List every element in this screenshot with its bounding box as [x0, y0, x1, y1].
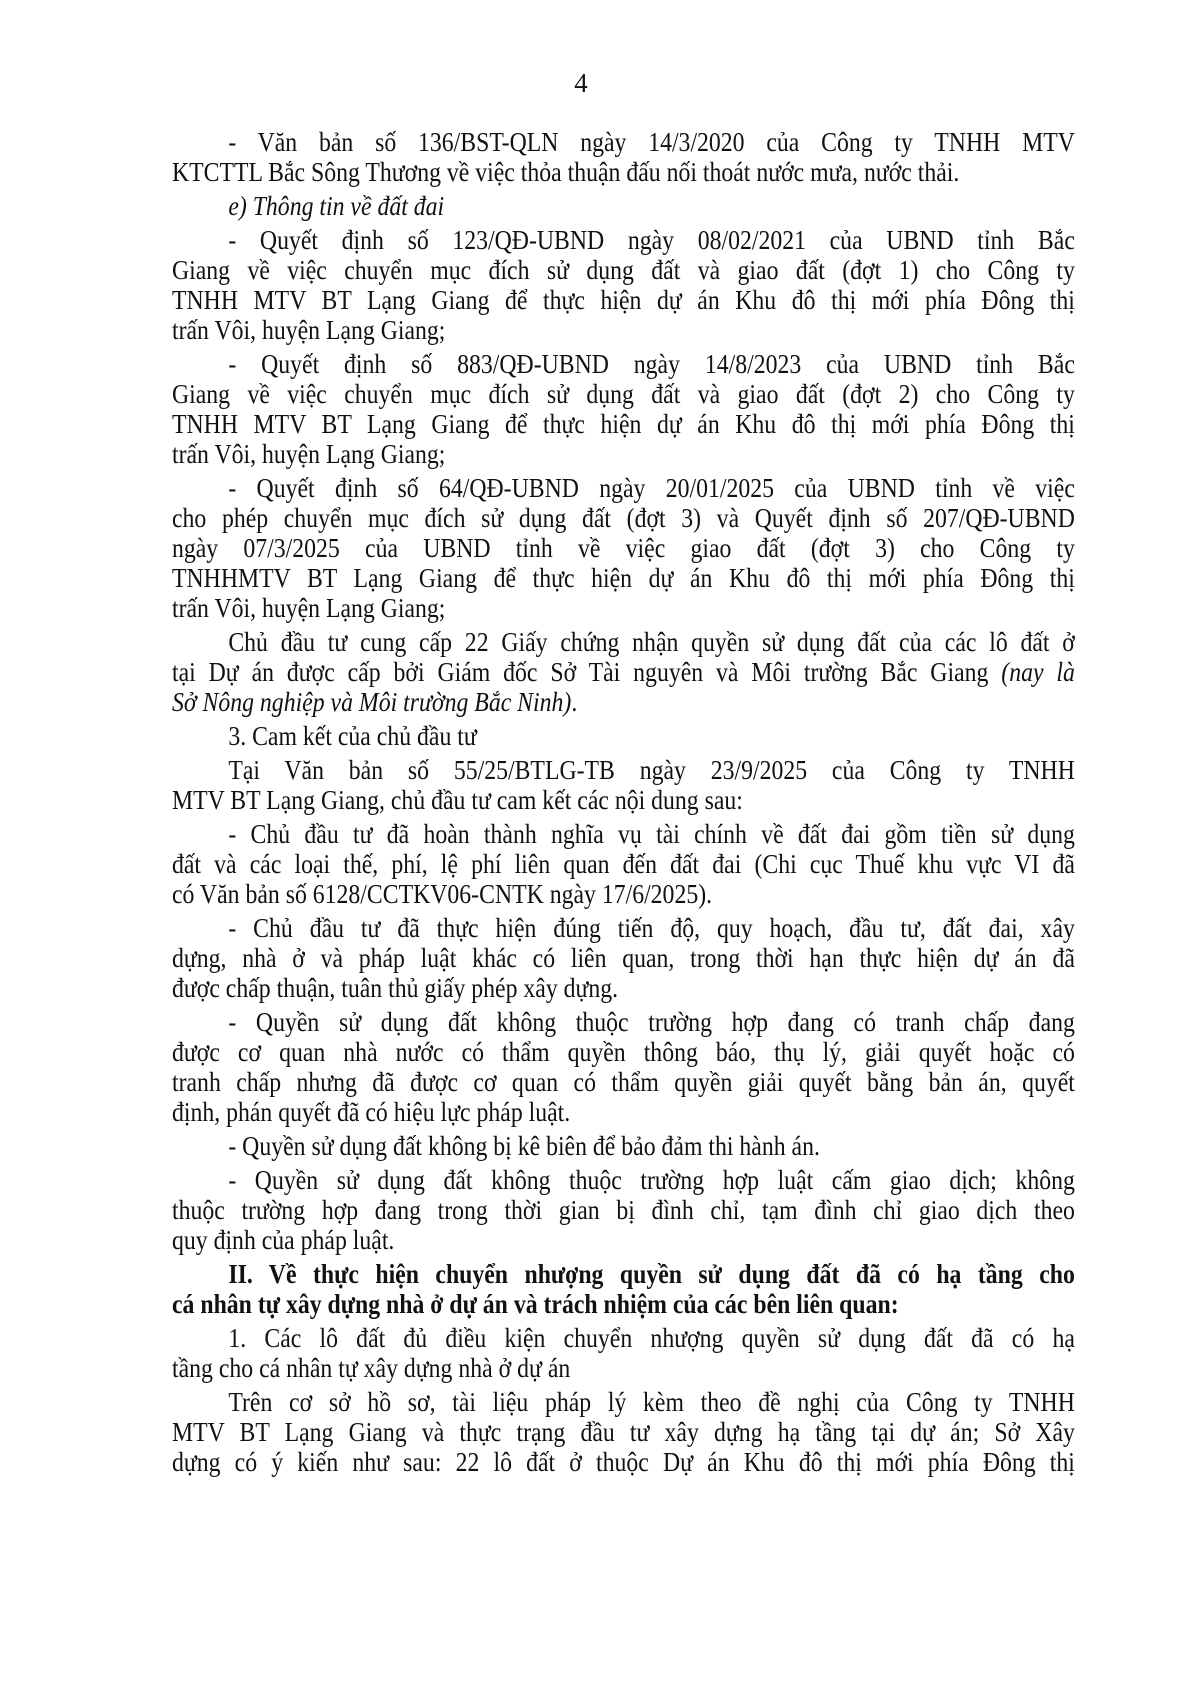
text-segment: Tại Văn bản số 55/25/BTLG-TB ngày 23/9/2025 của Công ty TNHH — [228, 755, 1075, 785]
text-segment: quy định của pháp luật. — [172, 1225, 395, 1255]
italic-text: e) Thông tin về đất đai — [228, 191, 445, 221]
text-line — [172, 533, 1075, 563]
text-segment: trấn Vôi, huyện Lạng Giang; — [172, 439, 446, 469]
paragraph — [172, 755, 1190, 815]
text-segment: - Quyết định số 883/QĐ-UBND ngày 14/8/2023 của UBND tỉnh Bắc — [228, 349, 1075, 379]
text-segment: Giang về việc chuyển mục đích sử dụng đất và giao đất (đợt 1) cho Công ty — [172, 255, 1075, 285]
text-line — [172, 1259, 1075, 1289]
text-line — [172, 721, 1075, 751]
text-line — [172, 349, 1075, 379]
text-line — [172, 1165, 1075, 1195]
text-line — [172, 439, 1075, 469]
text-line — [172, 473, 1075, 503]
heading-text: cá nhân tự xây dựng nhà ở dự án và trách nhiệm của các bên liên quan: — [172, 1289, 899, 1319]
paragraph — [172, 1387, 1190, 1477]
paragraph — [172, 1323, 1190, 1383]
paragraph — [172, 1259, 1190, 1319]
text-line — [172, 879, 1075, 909]
text-segment: - Quyền sử dụng đất không thuộc trường hợp luật cấm giao dịch; không — [228, 1165, 1075, 1195]
paragraph — [172, 1165, 1190, 1255]
text-line — [172, 1387, 1075, 1417]
paragraph — [172, 349, 1190, 469]
text-segment: trấn Vôi, huyện Lạng Giang; — [172, 315, 446, 345]
text-segment: TNHH MTV BT Lạng Giang để thực hiện dự án Khu đô thị mới phía Đông thị — [172, 409, 1075, 439]
text-segment: 1. Các lô đất đủ điều kiện chuyển nhượng quyền sử dụng đất đã có hạ — [228, 1323, 1075, 1353]
text-line — [172, 1353, 1075, 1383]
text-segment: định, phán quyết đã có hiệu lực pháp luật. — [172, 1097, 571, 1127]
text-segment: MTV BT Lạng Giang, chủ đầu tư cam kết các nội dung sau: — [172, 785, 743, 815]
text-line — [172, 687, 1075, 717]
text-segment: Giang về việc chuyển mục đích sử dụng đất và giao đất (đợt 2) cho Công ty — [172, 379, 1075, 409]
text-line — [172, 1225, 1075, 1255]
italic-text: Sở Nông nghiệp và Môi trường Bắc Ninh) — [172, 687, 572, 717]
text-line — [172, 225, 1075, 255]
italic-text: (nay là — [1001, 657, 1075, 687]
page-number: 4 — [574, 68, 588, 98]
paragraph — [172, 1007, 1190, 1127]
text-segment: - Quyền sử dụng đất không thuộc trường hợp đang có tranh chấp đang — [228, 1007, 1075, 1037]
text-line — [172, 1097, 1075, 1127]
text-line — [172, 157, 1075, 187]
text-line — [172, 785, 1075, 815]
text-segment: thuộc trường hợp đang trong thời gian bị đình chỉ, tạm đình chỉ giao dịch theo — [172, 1195, 1075, 1225]
text-segment: - Chủ đầu tư đã hoàn thành nghĩa vụ tài chính về đất đai gồm tiền sử dụng — [228, 819, 1075, 849]
text-segment: . — [571, 687, 578, 717]
text-segment: MTV BT Lạng Giang và thực trạng đầu tư xây dựng hạ tầng tại dự án; Sở Xây — [172, 1417, 1075, 1447]
text-line — [172, 1067, 1075, 1097]
text-segment: TNHH MTV BT Lạng Giang để thực hiện dự án Khu đô thị mới phía Đông thị — [172, 285, 1075, 315]
text-segment: - Quyết định số 64/QĐ-UBND ngày 20/01/2025 của UBND tỉnh về việc — [228, 473, 1075, 503]
text-line — [172, 1447, 1075, 1477]
text-segment: dựng có ý kiến như sau: 22 lô đất ở thuộc Dự án Khu đô thị mới phía Đông thị — [172, 1447, 1075, 1477]
text-segment: Chủ đầu tư cung cấp 22 Giấy chứng nhận quyền sử dụng đất của các lô đất ở — [228, 627, 1075, 657]
paragraph — [172, 473, 1190, 623]
paragraph — [172, 627, 1190, 717]
text-segment: ngày 07/3/2025 của UBND tỉnh về việc giao đất (đợt 3) cho Công ty — [172, 533, 1075, 563]
text-segment: - Chủ đầu tư đã thực hiện đúng tiến độ, quy hoạch, đầu tư, đất đai, xây — [228, 913, 1075, 943]
text-line — [172, 127, 1075, 157]
text-segment: có Văn bản số 6128/CCTKV06-CNTK ngày 17/6/2025). — [172, 879, 713, 909]
text-line — [172, 1007, 1075, 1037]
text-segment: 3. Cam kết của chủ đầu tư — [228, 721, 477, 751]
text-segment: trấn Vôi, huyện Lạng Giang; — [172, 593, 446, 623]
text-line — [172, 1195, 1075, 1225]
text-line — [172, 657, 1075, 687]
text-segment: - Văn bản số 136/BST-QLN ngày 14/3/2020 của Công ty TNHH MTV — [228, 127, 1075, 157]
text-line — [172, 593, 1075, 623]
text-line — [172, 1037, 1075, 1067]
paragraph — [172, 913, 1190, 1003]
text-line — [172, 627, 1075, 657]
text-line — [172, 191, 1075, 221]
text-line — [172, 1417, 1075, 1447]
text-segment: KTCTTL Bắc Sông Thương về việc thỏa thuận đấu nối thoát nước mưa, nước thải. — [172, 157, 960, 187]
text-line — [172, 943, 1075, 973]
text-segment: TNHHMTV BT Lạng Giang để thực hiện dự án Khu đô thị mới phía Đông thị — [172, 563, 1075, 593]
text-segment: Trên cơ sở hồ sơ, tài liệu pháp lý kèm theo đề nghị của Công ty TNHH — [228, 1387, 1075, 1417]
heading-text: II. Về thực hiện chuyển nhượng quyền sử dụng đất đã có hạ tầng cho — [228, 1259, 1075, 1289]
text-line — [172, 1323, 1075, 1353]
text-line — [172, 563, 1075, 593]
text-segment: - Quyết định số 123/QĐ-UBND ngày 08/02/2021 của UBND tỉnh Bắc — [228, 225, 1075, 255]
text-line — [172, 285, 1075, 315]
paragraph — [172, 127, 1190, 187]
text-segment: tranh chấp nhưng đã được cơ quan có thẩm quyền giải quyết bằng bản án, quyết — [172, 1067, 1075, 1097]
paragraph — [172, 191, 1190, 221]
paragraph — [172, 225, 1190, 345]
paragraph — [172, 721, 1190, 751]
document-body — [172, 127, 1190, 1481]
text-line — [172, 755, 1075, 785]
text-line — [172, 503, 1075, 533]
text-segment: đất và các loại thế, phí, lệ phí liên quan đến đất đai (Chi cục Thuế khu vực VI đã — [172, 849, 1075, 879]
text-segment: cho phép chuyển mục đích sử dụng đất (đợt 3) và Quyết định số 207/QĐ-UBND — [172, 503, 1075, 533]
text-line — [172, 255, 1075, 285]
text-segment: - Quyền sử dụng đất không bị kê biên để bảo đảm thi hành án. — [228, 1131, 820, 1161]
text-line — [172, 973, 1075, 1003]
text-segment: tầng cho cá nhân tự xây dựng nhà ở dự án — [172, 1353, 571, 1383]
text-line — [172, 849, 1075, 879]
text-line — [172, 1289, 1075, 1319]
paragraph — [172, 819, 1190, 909]
text-segment: được chấp thuận, tuân thủ giấy phép xây dựng. — [172, 973, 619, 1003]
text-line — [172, 409, 1075, 439]
text-line — [172, 913, 1075, 943]
paragraph — [172, 1131, 1190, 1161]
text-line — [172, 315, 1075, 345]
text-line — [172, 819, 1075, 849]
text-segment: được cơ quan nhà nước có thẩm quyền thông báo, thụ lý, giải quyết hoặc có — [172, 1037, 1075, 1067]
text-line — [172, 379, 1075, 409]
text-line — [172, 1131, 1075, 1161]
text-segment: dựng, nhà ở và pháp luật khác có liên quan, trong thời hạn thực hiện dự án đã — [172, 943, 1075, 973]
text-segment: tại Dự án được cấp bởi Giám đốc Sở Tài nguyên và Môi trường Bắc Giang — [172, 657, 1002, 687]
